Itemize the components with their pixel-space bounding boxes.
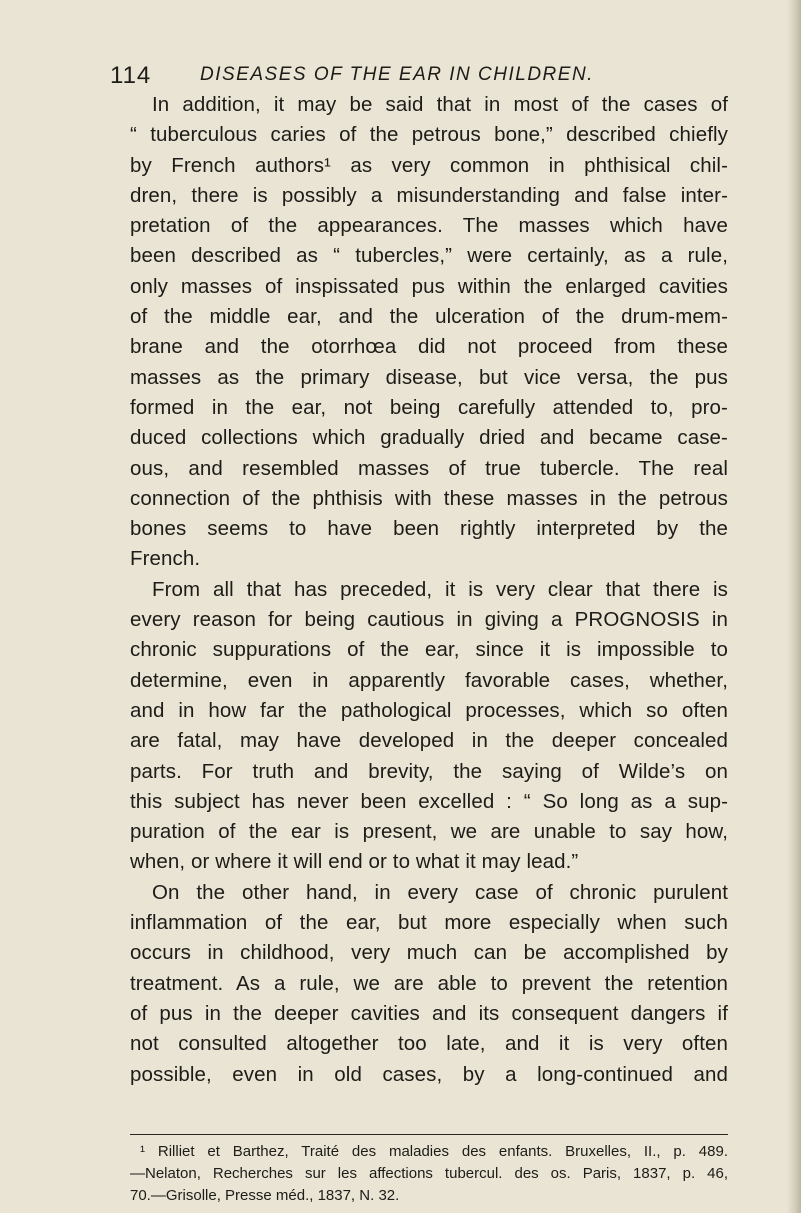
footnotes [130, 1141, 728, 1207]
page-header [110, 62, 750, 92]
text-line: In addition, it may be said that in most of the cases of [152, 93, 728, 116]
text-line: of the middle ear, and the ulceration of the drum-mem- [130, 305, 728, 329]
text-line: bones seems to have been rightly interpreted by the [130, 517, 728, 541]
text-line: French. [130, 547, 201, 571]
text-line: puration of the ear is present, we are unable to say how, [130, 820, 728, 844]
text-line: dren, there is possibly a misunderstanding and false inter- [130, 183, 728, 207]
footnote-line: ¹ Rilliet et Barthez, Traité des maladies des enfants. Bruxelles, II., p. 489. [140, 1143, 728, 1160]
text-line: of pus in the deeper cavities and its consequent dangers if [130, 1001, 728, 1025]
text-line: by French authors¹ as very common in phthisical chil- [130, 153, 728, 177]
text-line: every reason for being cautious in giving a PROGNOSIS in [130, 608, 728, 632]
text-line: On the other hand, in every case of chronic purulent [152, 880, 728, 904]
text-line: treatment. As a rule, we are able to prevent the retention [130, 971, 728, 995]
text-line: inflammation of the ear, but more especially when such [130, 911, 728, 935]
page-edge-shadow [787, 0, 801, 1213]
text-line: duced collections which gradually dried and became case- [130, 426, 728, 450]
text-line: not consulted altogether too late, and it is very often [130, 1032, 728, 1056]
text-line: brane and the otorrhœa did not proceed from these [130, 335, 728, 359]
text-line: chronic suppurations of the ear, since it is impossible to [130, 638, 728, 662]
footnote-line: —Nelaton, Recherches sur les affections tubercul. des os. Paris, 1837, p. 46, [130, 1165, 728, 1182]
text-line: and in how far the pathological processes, which so often [130, 698, 728, 722]
text-line: been described as “ tubercles,” were certainly, as a rule, [130, 244, 728, 268]
body-text [130, 90, 728, 1090]
text-line: pretation of the appearances. The masses which have [130, 214, 728, 238]
text-line: possible, even in old cases, by a long-continued and [130, 1062, 728, 1086]
text-line: “ tuberculous caries of the petrous bone,” described chiefly [130, 123, 728, 147]
running-head: DISEASES OF THE EAR IN CHILDREN. [200, 64, 594, 85]
text-line: determine, even in apparently favorable cases, whether, [130, 668, 728, 692]
text-line: connection of the phthisis with these masses in the petrous [130, 486, 728, 510]
footnote-divider [130, 1134, 728, 1135]
text-line: parts. For truth and brevity, the saying of Wilde’s on [130, 759, 728, 783]
page-number: 114 [110, 62, 152, 89]
text-line: occurs in childhood, very much can be accomplished by [130, 941, 728, 965]
text-line: formed in the ear, not being carefully attended to, pro- [130, 395, 728, 419]
text-line: when, or where it will end or to what it may lead.” [130, 850, 579, 874]
footnote-line: 70.—Grisolle, Presse méd., 1837, N. 32. [130, 1187, 400, 1204]
text-line: ous, and resembled masses of true tubercle. The real [130, 456, 728, 480]
text-line: masses as the primary disease, but vice versa, the pus [130, 365, 728, 389]
text-line: are fatal, may have developed in the deeper concealed [130, 729, 728, 753]
text-line: From all that has preceded, it is very clear that there is [152, 577, 728, 601]
text-line: this subject has never been excelled : “ So long as a sup- [130, 789, 728, 813]
text-line: only masses of inspissated pus within the enlarged cavities [130, 274, 728, 298]
